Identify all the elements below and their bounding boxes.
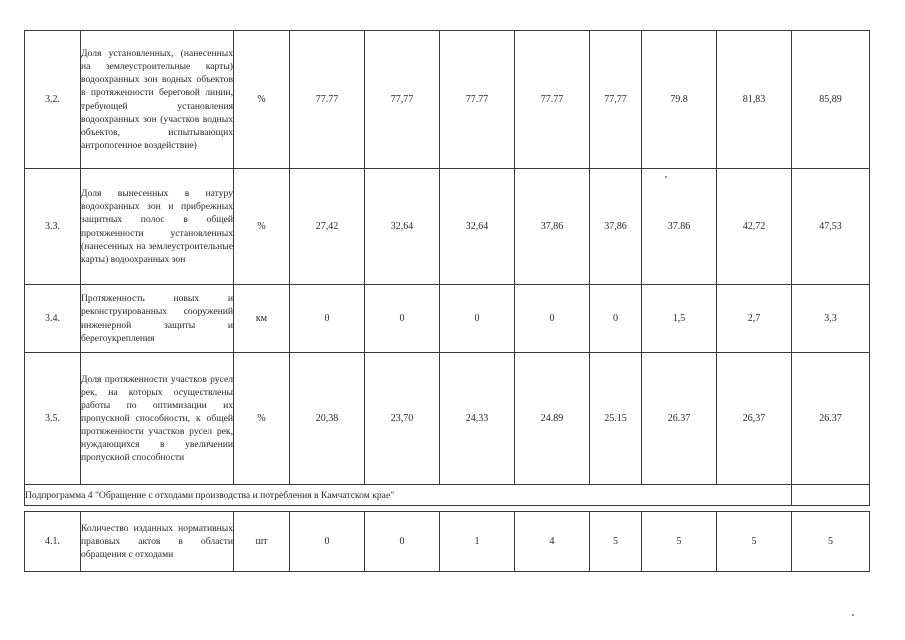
value-cell: 20,38	[290, 353, 365, 485]
value-cell: 1	[440, 512, 515, 572]
value-cell: 25.15	[590, 353, 642, 485]
value-cell: 1,5	[642, 285, 717, 353]
value-cell: 24.89	[515, 353, 590, 485]
row-number: 4.1.	[25, 512, 81, 572]
value-cell: 23,70	[365, 353, 440, 485]
value-cell: 37,86	[515, 169, 590, 285]
value-cell: 77.77	[440, 31, 515, 169]
table-row	[25, 169, 870, 285]
value-cell: 3,3	[792, 285, 870, 353]
value-cell: 5	[590, 512, 642, 572]
value-cell: 0	[290, 512, 365, 572]
scan-speck	[852, 614, 854, 616]
value-cell: 5	[792, 512, 870, 572]
value-cell: 2,7	[717, 285, 792, 353]
indicator-table	[24, 30, 870, 572]
scan-speck	[665, 176, 667, 178]
value-cell: 0	[440, 285, 515, 353]
row-number: 3.5.	[25, 353, 81, 485]
row-number: 3.2.	[25, 31, 81, 169]
value-cell: 0	[290, 285, 365, 353]
unit-cell: шт	[234, 512, 290, 572]
value-cell: 0	[590, 285, 642, 353]
value-cell: 0	[365, 285, 440, 353]
value-cell: 47,53	[792, 169, 870, 285]
value-cell: 42,72	[717, 169, 792, 285]
section-title: Подпрограмма 4 "Обращение с отходами производства и потребления в Камчатском крае"	[25, 485, 792, 506]
unit-cell: %	[234, 169, 290, 285]
indicator-name: Протяженность новых и реконструированных сооружений инженерной защиты и берегоукрепления	[81, 285, 234, 353]
value-cell: 27,42	[290, 169, 365, 285]
value-cell: 37.86	[642, 169, 717, 285]
value-cell: 77,77	[365, 31, 440, 169]
value-cell: 26.37	[642, 353, 717, 485]
value-cell: 77,77	[590, 31, 642, 169]
value-cell: 5	[642, 512, 717, 572]
value-cell: 24,33	[440, 353, 515, 485]
value-cell: 77.77	[290, 31, 365, 169]
unit-cell: %	[234, 31, 290, 169]
table-row	[25, 285, 870, 353]
value-cell: 79.8	[642, 31, 717, 169]
value-cell: 26,37	[717, 353, 792, 485]
row-number: 3.4.	[25, 285, 81, 353]
section-row	[25, 485, 870, 506]
value-cell: 5	[717, 512, 792, 572]
value-cell: 81,83	[717, 31, 792, 169]
value-cell: 32,64	[365, 169, 440, 285]
row-number: 3.3.	[25, 169, 81, 285]
value-cell: 0	[515, 285, 590, 353]
indicator-name: Количество изданных нормативных правовых актов в области обращения с отходами	[81, 512, 234, 572]
value-cell: 37,86	[590, 169, 642, 285]
value-cell: 0	[365, 512, 440, 572]
indicator-name: Доля вынесенных в натуру водоохранных зон и прибрежных защитных полос в общей протяженности установленных (нанесенных на землеустроительные карты) водоохранных зон	[81, 169, 234, 285]
value-cell: 26.37	[792, 353, 870, 485]
value-cell: 4	[515, 512, 590, 572]
value-cell: 85,89	[792, 31, 870, 169]
indicator-name: Доля протяженности участков русел рек, на которых осуществлены работы по оптимизации их пропускной способности, к общей протяженности участков русел рек, нуждающихся в увеличении пропускной способности	[81, 353, 234, 485]
unit-cell: %	[234, 353, 290, 485]
table-row	[25, 512, 870, 572]
table-row	[25, 353, 870, 485]
value-cell: 77.77	[515, 31, 590, 169]
value-cell: 32,64	[440, 169, 515, 285]
indicator-name: Доля установленных, (нанесенных на землеустроительные карты) водоохранных зон водных объектов в протяженности береговой линии, требующей установления водоохранных зон (участков водных объектов, испытывающих антропогенное воздействие)	[81, 31, 234, 169]
unit-cell: км	[234, 285, 290, 353]
blank-cell	[792, 485, 870, 506]
table-row	[25, 31, 870, 169]
